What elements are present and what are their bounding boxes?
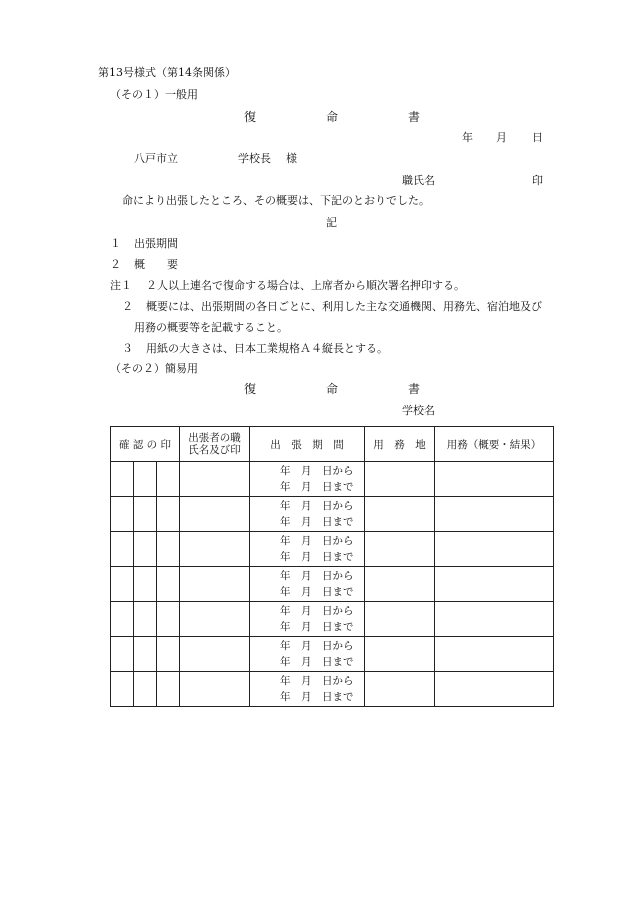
item-2-no: ２ xyxy=(110,258,121,271)
table-header-row xyxy=(111,427,554,462)
place-cell[interactable] xyxy=(365,567,435,602)
confirm-seal-cell[interactable] xyxy=(134,462,157,497)
confirm-seal-cell[interactable] xyxy=(157,532,180,567)
school-name-label: 学校名 xyxy=(402,404,435,417)
title2-char-2: 命 xyxy=(326,382,339,396)
date-year: 年 xyxy=(462,131,473,144)
table-row xyxy=(111,567,554,602)
period-from: 年 月 日から xyxy=(280,675,354,687)
note-2-line1: 概要には、出張期間の各日ごとに、利用した主な交通機関、用務先、宿泊地及び xyxy=(146,300,542,313)
confirm-seal-cell[interactable] xyxy=(157,637,180,672)
note-3: 用紙の大きさは、日本工業規格Ａ４縦長とする。 xyxy=(146,342,388,355)
signer-label: 職氏名 xyxy=(402,174,435,187)
section1-label: （その１）一般用 xyxy=(110,88,198,101)
confirm-seal-cell[interactable] xyxy=(134,532,157,567)
confirm-seal-cell[interactable] xyxy=(134,497,157,532)
period-to: 年 月 日まで xyxy=(280,551,354,563)
note-prefix: 注１ xyxy=(110,279,132,292)
confirm-seal-cell[interactable] xyxy=(134,567,157,602)
confirm-seal-cell[interactable] xyxy=(157,602,180,637)
period-from: 年 月 日から xyxy=(280,605,354,617)
business-cell[interactable] xyxy=(435,637,554,672)
note-2-no: ２ xyxy=(122,300,133,313)
addressee-city: 八戸市立 xyxy=(134,152,178,165)
place-cell[interactable] xyxy=(365,532,435,567)
business-cell[interactable] xyxy=(435,602,554,637)
title-char-1: 復 xyxy=(244,110,257,124)
staff-cell[interactable] xyxy=(180,497,250,532)
item-1-no: １ xyxy=(110,237,121,250)
note-2-line2: 用務の概要等を記載すること。 xyxy=(134,321,288,334)
business-cell[interactable] xyxy=(435,462,554,497)
period-cell[interactable] xyxy=(250,637,365,672)
period-cell[interactable] xyxy=(250,497,365,532)
note-3-no: ３ xyxy=(122,342,133,355)
business-cell[interactable] xyxy=(435,532,554,567)
item-1-text: 出張期間 xyxy=(134,237,178,250)
confirm-seal-cell[interactable] xyxy=(111,497,134,532)
staff-cell[interactable] xyxy=(180,462,250,497)
period-from: 年 月 日から xyxy=(280,465,354,477)
confirm-seal-cell[interactable] xyxy=(111,672,134,707)
addressee-honorific: 様 xyxy=(286,152,297,165)
confirm-seal-cell[interactable] xyxy=(111,567,134,602)
confirm-seal-cell[interactable] xyxy=(111,602,134,637)
intro-text: 命により出張したところ、その概要は、下記のとおりでした。 xyxy=(122,194,430,207)
header-staff xyxy=(180,427,250,462)
table-row xyxy=(111,602,554,637)
signer-seal: 印 xyxy=(532,174,543,187)
period-cell[interactable] xyxy=(250,672,365,707)
place-cell[interactable] xyxy=(365,602,435,637)
table-row xyxy=(111,532,554,567)
header-staff-line2: 氏名及び印 xyxy=(188,444,241,456)
date-month: 月 xyxy=(496,131,507,144)
header-confirm-seal: 確 認 の 印 xyxy=(111,427,180,462)
period-cell[interactable] xyxy=(250,462,365,497)
title-char-2: 命 xyxy=(326,110,339,124)
section2-label: （その２）簡易用 xyxy=(110,362,198,375)
confirm-seal-cell[interactable] xyxy=(111,532,134,567)
header-period: 出 張 期 間 xyxy=(250,427,365,462)
item-2-text: 概 要 xyxy=(134,258,178,271)
staff-cell[interactable] xyxy=(180,672,250,707)
confirm-seal-cell[interactable] xyxy=(157,497,180,532)
staff-cell[interactable] xyxy=(180,602,250,637)
period-to: 年 月 日まで xyxy=(280,621,354,633)
confirm-seal-cell[interactable] xyxy=(157,567,180,602)
period-from: 年 月 日から xyxy=(280,500,354,512)
table-row xyxy=(111,672,554,707)
table-row xyxy=(111,637,554,672)
confirm-seal-cell[interactable] xyxy=(111,637,134,672)
header-place: 用 務 地 xyxy=(365,427,435,462)
staff-cell[interactable] xyxy=(180,532,250,567)
period-from: 年 月 日から xyxy=(280,535,354,547)
period-to: 年 月 日まで xyxy=(280,656,354,668)
period-to: 年 月 日まで xyxy=(280,516,354,528)
place-cell[interactable] xyxy=(365,497,435,532)
addressee-school: 学校長 xyxy=(238,152,271,165)
place-cell[interactable] xyxy=(365,672,435,707)
note-1: ２人以上連名で復命する場合は、上席者から順次署名押印する。 xyxy=(146,279,465,292)
staff-cell[interactable] xyxy=(180,637,250,672)
period-from: 年 月 日から xyxy=(280,640,354,652)
header-staff-line1: 出張者の職 xyxy=(188,432,241,444)
form-number: 第13号様式（第14条関係） xyxy=(98,66,236,79)
confirm-seal-cell[interactable] xyxy=(134,672,157,707)
period-cell[interactable] xyxy=(250,602,365,637)
confirm-seal-cell[interactable] xyxy=(157,462,180,497)
report-table xyxy=(110,426,554,707)
staff-cell[interactable] xyxy=(180,567,250,602)
date-day: 日 xyxy=(532,131,543,144)
business-cell[interactable] xyxy=(435,672,554,707)
header-business: 用務（概要・結果） xyxy=(435,427,554,462)
ki-mark: 記 xyxy=(326,216,337,229)
period-cell[interactable] xyxy=(250,532,365,567)
period-to: 年 月 日まで xyxy=(280,481,354,493)
title2-char-1: 復 xyxy=(244,382,257,396)
period-from: 年 月 日から xyxy=(280,570,354,582)
confirm-seal-cell[interactable] xyxy=(134,602,157,637)
period-cell[interactable] xyxy=(250,567,365,602)
confirm-seal-cell[interactable] xyxy=(157,672,180,707)
business-cell[interactable] xyxy=(435,567,554,602)
title-char-3: 書 xyxy=(408,110,421,124)
confirm-seal-cell[interactable] xyxy=(134,637,157,672)
place-cell[interactable] xyxy=(365,637,435,672)
place-cell[interactable] xyxy=(365,462,435,497)
table-row xyxy=(111,497,554,532)
title2-char-3: 書 xyxy=(408,382,421,396)
table-row xyxy=(111,462,554,497)
business-cell[interactable] xyxy=(435,497,554,532)
period-to: 年 月 日まで xyxy=(280,586,354,598)
confirm-seal-cell[interactable] xyxy=(111,462,134,497)
period-to: 年 月 日まで xyxy=(280,691,354,703)
